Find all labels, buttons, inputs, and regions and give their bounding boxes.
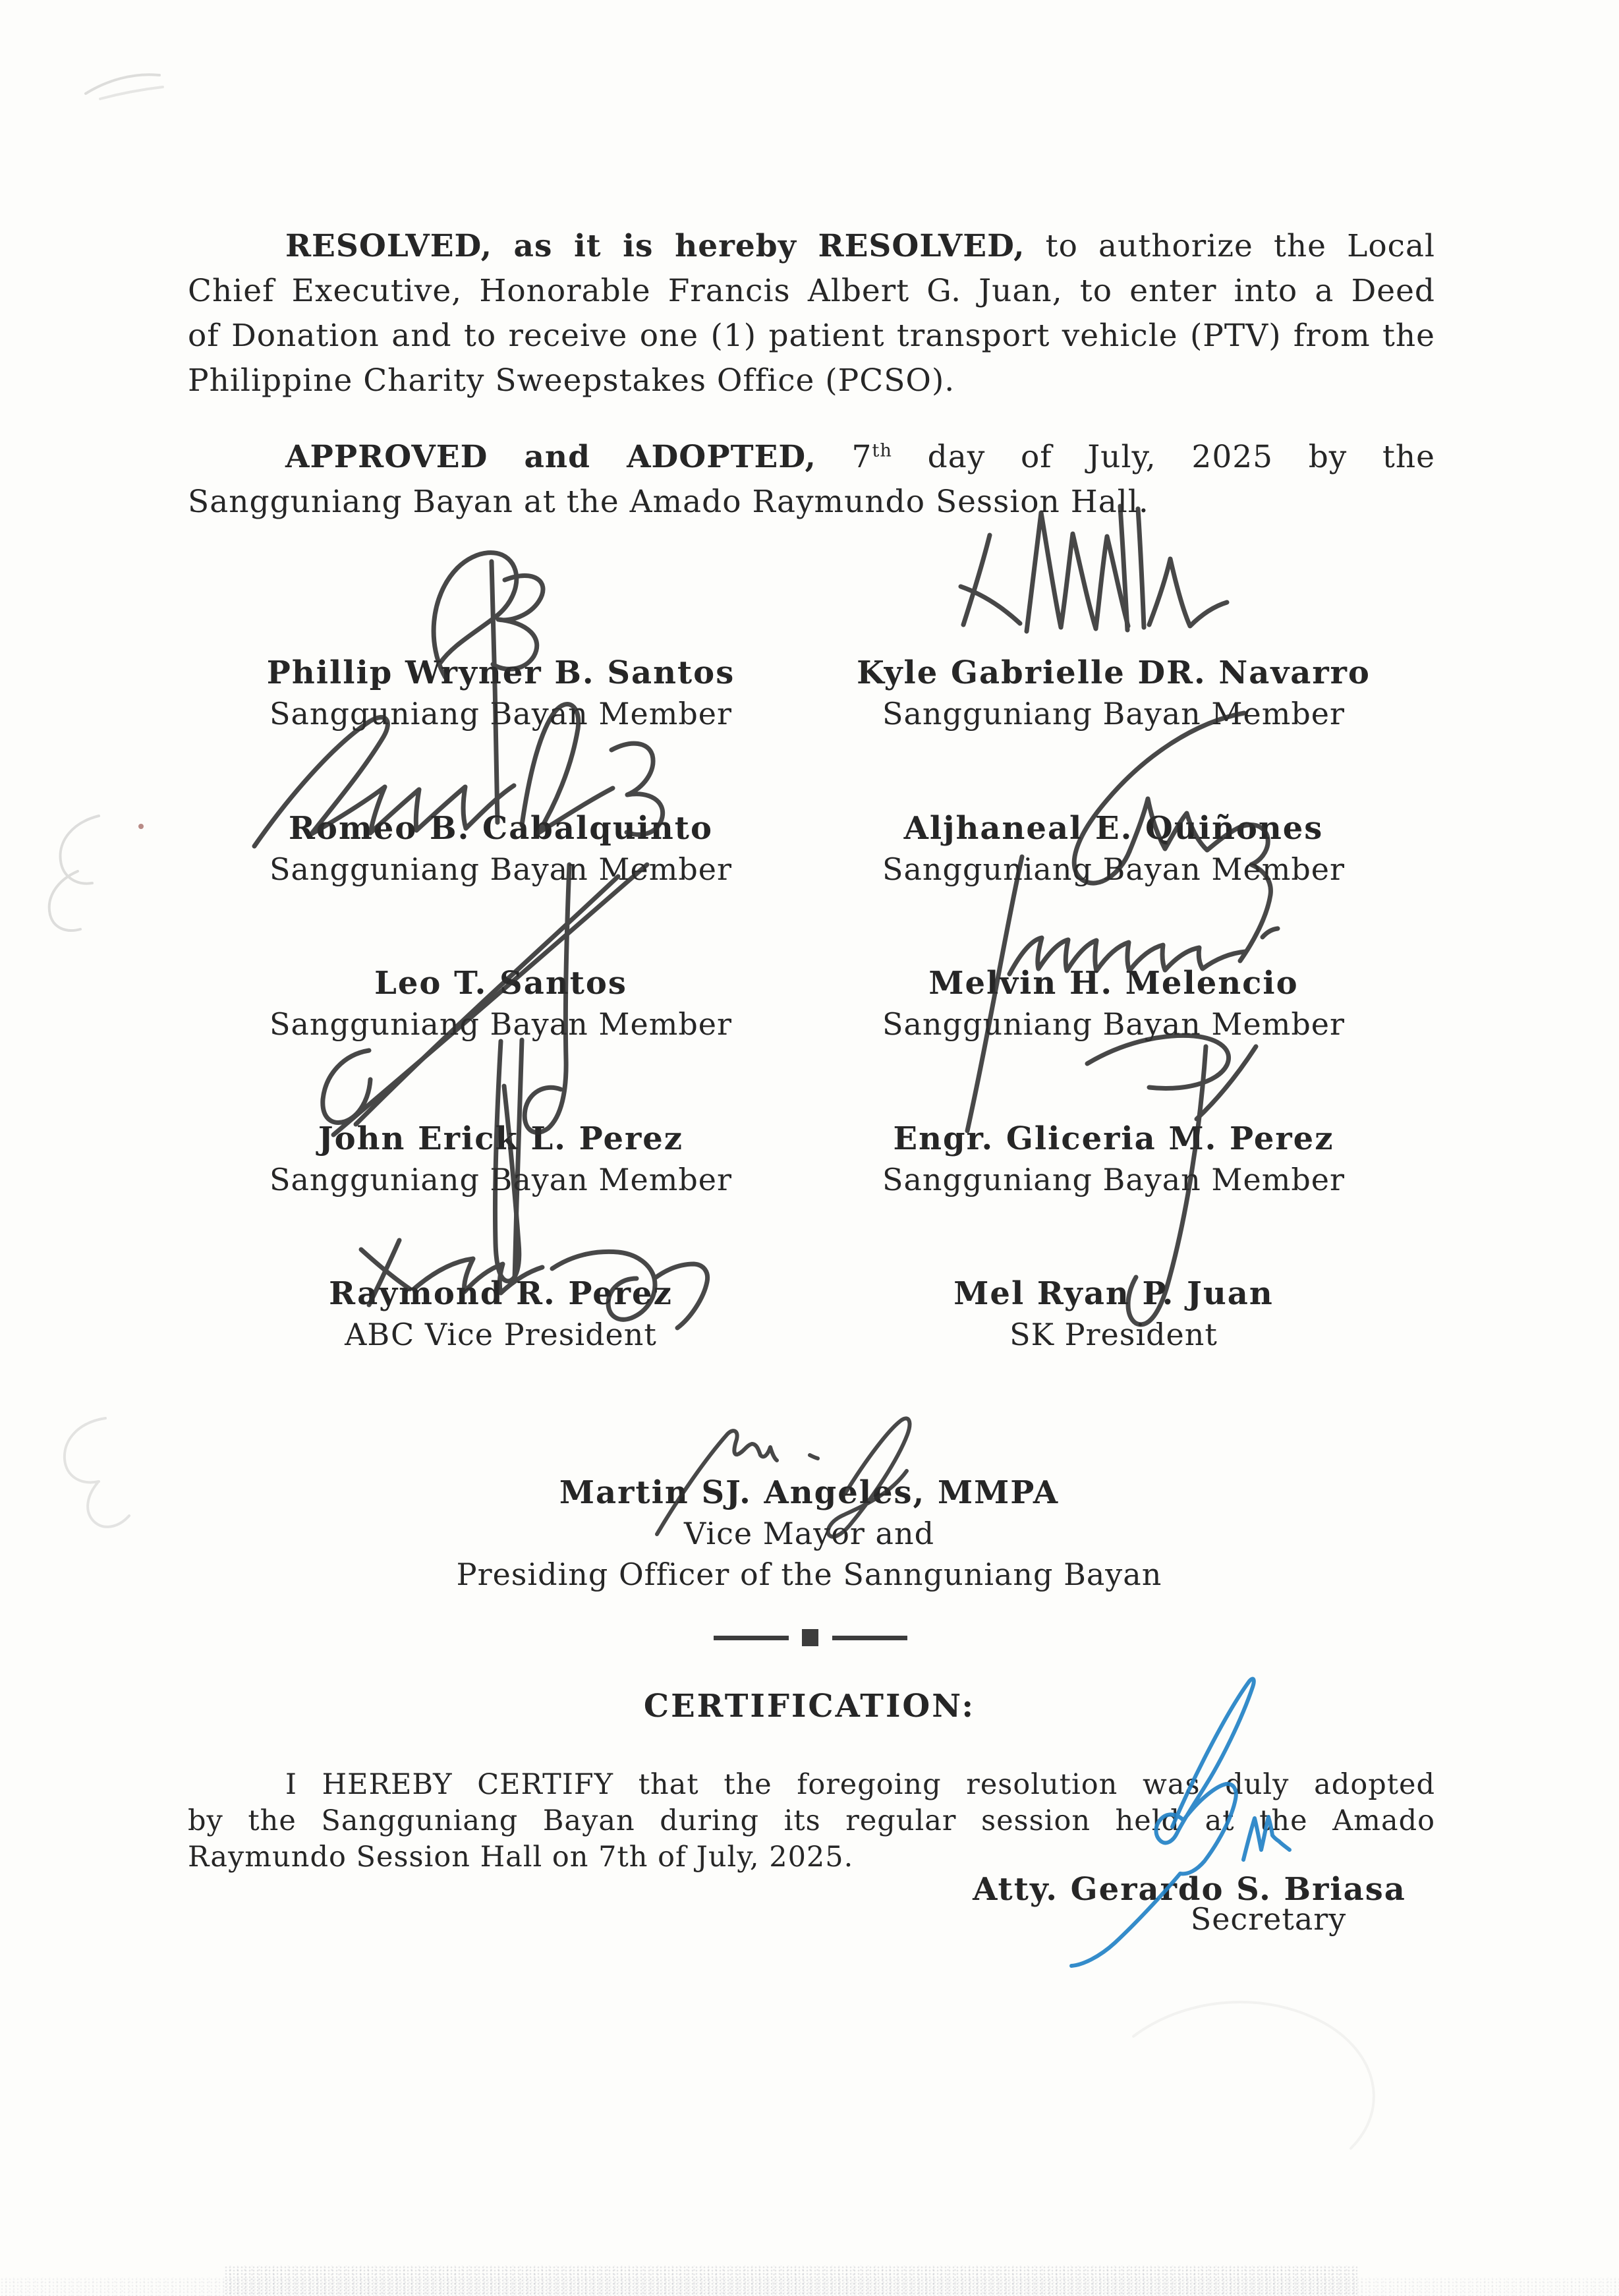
signatory-name: Raymond R. Perez xyxy=(329,1275,673,1312)
signatory-name: Leo T. Santos xyxy=(374,965,627,1002)
signatory-name: Mel Ryan P. Juan xyxy=(953,1275,1274,1312)
signatory-block xyxy=(204,652,797,734)
signatory-block xyxy=(204,963,797,1045)
signatory-title: Sangguniang Bayan Member xyxy=(269,851,733,887)
secretary-title: Secretary xyxy=(1190,1901,1347,1937)
signatory-title: ABC Vice President xyxy=(345,1317,657,1352)
divider-square xyxy=(802,1629,818,1646)
signatory-name: Melvin H. Melencio xyxy=(928,965,1299,1002)
signatory-block xyxy=(817,652,1410,734)
crescent-mark xyxy=(61,816,99,884)
approved-paragraph xyxy=(188,435,1435,525)
certification-line: by the Sangguniang Bayan during its regular session held at the Amado xyxy=(188,1804,1435,1837)
signatory-name: Aljhaneal E. Quiñones xyxy=(903,810,1324,847)
divider-line-right xyxy=(832,1636,907,1640)
crescent-mark xyxy=(88,1483,129,1527)
smudge-mark xyxy=(86,74,159,94)
signatory-name: Romeo B. Cabalquinto xyxy=(289,810,713,847)
presiding-officer-title: Presiding Officer of the Sannguniang Bayan xyxy=(456,1557,1162,1592)
certification-paragraph xyxy=(188,1767,1435,1876)
signatory-title: Sangguniang Bayan Member xyxy=(269,1162,733,1197)
resolved-paragraph-line: of Donation and to receive one (1) patient transport vehicle (PTV) from the xyxy=(188,318,1435,354)
section-divider xyxy=(714,1629,907,1646)
signatory-name: John Erick L. Perez xyxy=(318,1120,684,1157)
signatory-block xyxy=(817,1273,1410,1355)
scan-noise-strip xyxy=(0,2278,1619,2296)
watermark-swirl xyxy=(1133,2002,1374,2148)
signatory-block xyxy=(817,808,1410,890)
resolved-paragraph-line: Chief Executive, Honorable Francis Albert G. Juan, to enter into a Deed xyxy=(188,273,1435,309)
signatory-title: Sangguniang Bayan Member xyxy=(882,1006,1346,1042)
divider-line-left xyxy=(714,1636,789,1640)
signatory-name: Kyle Gabrielle DR. Navarro xyxy=(857,654,1371,691)
secretary-name: Atty. Gerardo S. Briasa xyxy=(973,1871,1406,1908)
signatory-block xyxy=(817,963,1410,1045)
signatory-title: Sangguniang Bayan Member xyxy=(269,1006,733,1042)
resolved-paragraph xyxy=(188,224,1435,403)
signatory-title: SK President xyxy=(1009,1317,1218,1352)
resolved-paragraph-line: Philippine Charity Sweepstakes Office (PCSO). xyxy=(188,362,955,399)
presiding-officer-title: Vice Mayor and xyxy=(683,1516,935,1551)
signatory-block xyxy=(204,1273,797,1355)
signatory-title: Sangguniang Bayan Member xyxy=(882,851,1346,887)
crescent-mark xyxy=(65,1418,105,1482)
signatory-name: Phillip Wryner B. Santos xyxy=(266,654,735,691)
signature-kyle-navarro xyxy=(961,506,1227,631)
resolved-paragraph-line: RESOLVED, as it is hereby RESOLVED, to authorize the Local xyxy=(285,228,1435,264)
approved-paragraph-line: APPROVED and ADOPTED, 7th day of July, 2025 by the xyxy=(285,439,1436,475)
certification-heading: CERTIFICATION: xyxy=(643,1688,976,1725)
signatory-block xyxy=(817,1118,1410,1200)
smudge-mark xyxy=(100,87,163,99)
certification-line: Raymundo Session Hall on 7th of July, 2025. xyxy=(188,1841,854,1874)
signatory-block xyxy=(204,808,797,890)
signatory-block xyxy=(204,1118,797,1200)
signatory-name: Engr. Gliceria M. Perez xyxy=(893,1120,1334,1157)
signatory-title: Sangguniang Bayan Member xyxy=(882,696,1346,732)
certification-line: I HEREBY CERTIFY that the foregoing resolution was duly adopted xyxy=(285,1768,1435,1801)
ink-speck xyxy=(138,824,144,829)
signatory-title: Sangguniang Bayan Member xyxy=(882,1162,1346,1197)
presiding-officer-name: Martin SJ. Angeles, MMPA xyxy=(559,1474,1060,1511)
presiding-officer-block xyxy=(414,1472,1205,1595)
approved-paragraph-line: Sangguniang Bayan at the Amado Raymundo Session Hall. xyxy=(188,484,1149,520)
signatory-title: Sangguniang Bayan Member xyxy=(269,696,733,732)
crescent-mark xyxy=(49,871,80,931)
